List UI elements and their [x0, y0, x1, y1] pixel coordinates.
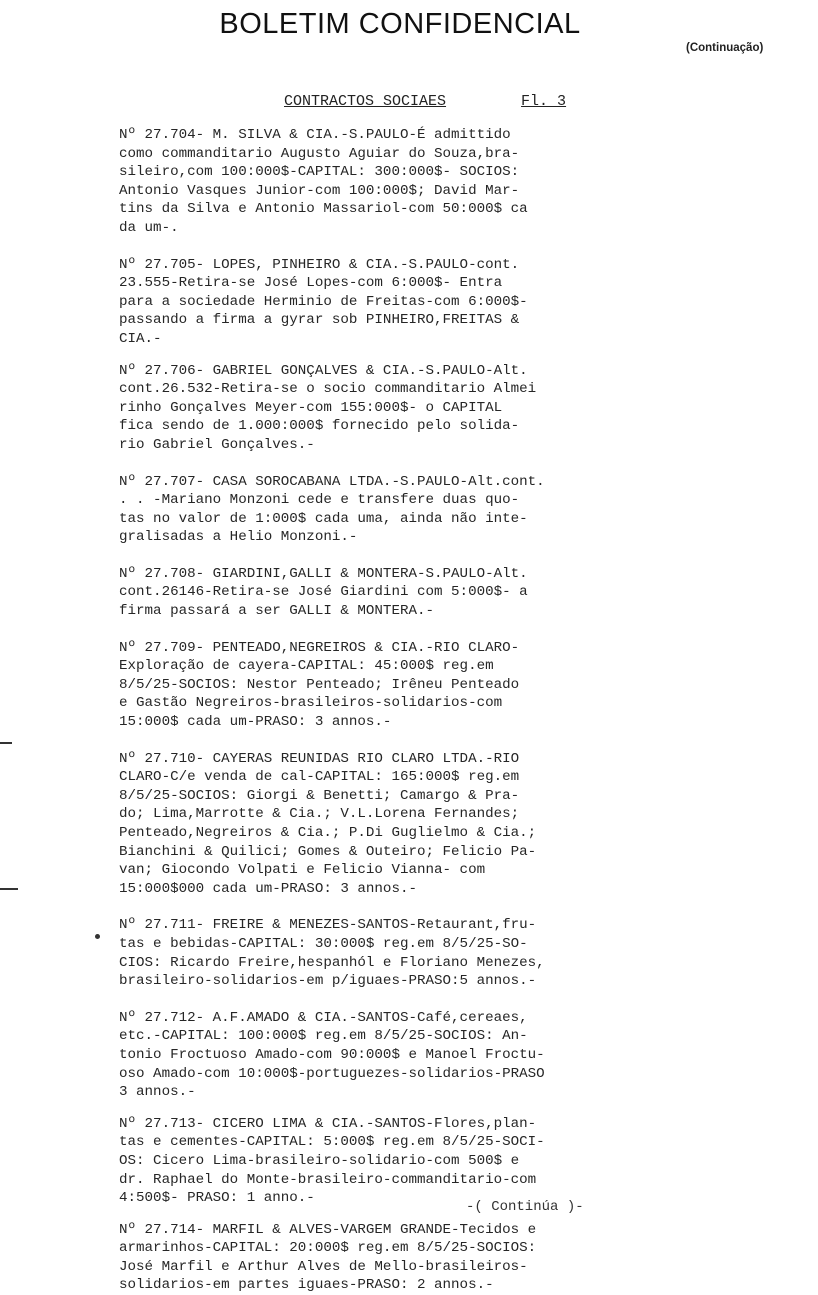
- entry-line: Nº 27.706- GABRIEL GONÇALVES & CIA.-S.PAULO-Alt.: [119, 362, 528, 379]
- entry-line: Nº 27.711- FREIRE & MENEZES-SANTOS-Retaurant,fru-: [119, 917, 537, 934]
- margin-dash-mark: [0, 742, 12, 744]
- entry-line: Penteado,Negreiros & Cia.; P.Di Guglielmo & Cia.;: [119, 825, 537, 841]
- entry-line: Exploração de cayera-CAPITAL: 45:000$ reg.em: [119, 658, 494, 675]
- contract-entry-27707: [119, 473, 639, 547]
- continuation-label: (Continuação): [686, 42, 764, 54]
- entry-line: da um-.: [119, 219, 179, 236]
- entry-line: rio Gabriel Gonçalves.-: [119, 436, 315, 453]
- section-name: CONTRACTOS SOCIAES: [284, 93, 447, 110]
- entry-line: Nº 27.710- CAYERAS REUNIDAS RIO CLARO LTDA.-RIO: [119, 750, 520, 767]
- entry-line: 15:000$000 cada um-PRASO: 3 annos.-: [119, 880, 417, 897]
- entry-line: Nº 27.713- CICERO LIMA & CIA.-SANTOS-Flores,plan-: [119, 1115, 537, 1132]
- contract-entry-27711: [119, 916, 639, 990]
- entry-line: passando a firma a gyrar sob PINHEIRO,FREITAS &: [119, 312, 520, 329]
- entry-line: Nº 27.707- CASA SOROCABANA LTDA.-S.PAULO-Alt.cont.: [119, 473, 545, 490]
- entry-line: tins da Silva e Antonio Massariol-com 50:000$ ca: [119, 201, 528, 218]
- entry-line: fica sendo de 1.000:000$ fornecido pelo solida-: [119, 418, 520, 435]
- entry-line: 4:500$- PRASO: 1 anno.-: [119, 1190, 315, 1207]
- entry-line: dr. Raphael do Monte-brasileiro-commanditario-com: [119, 1171, 537, 1188]
- entry-line: tas e cementes-CAPITAL: 5:000$ reg.em 8/5/25-SOCI-: [119, 1134, 545, 1151]
- entry-line: para a sociedade Herminio de Freitas-com 6:000$-: [119, 293, 528, 310]
- entry-line: solidarios-em partes iguaes-PRASO: 2 annos.-: [119, 1277, 494, 1294]
- contracts-list: [119, 126, 639, 1295]
- entry-line: cont.26146-Retira-se José Giardini com 5:000$- a: [119, 584, 528, 601]
- entry-line: e Gastão Negreiros-brasileiros-solidarios-com: [119, 695, 503, 712]
- entry-line: Nº 27.712- A.F.AMADO & CIA.-SANTOS-Café,cereaes,: [119, 1009, 528, 1026]
- entry-line: Nº 27.714- MARFIL & ALVES-VARGEM GRANDE-Tecidos e: [119, 1221, 537, 1238]
- contract-entry-27706: [119, 362, 639, 455]
- contract-entry-27705: [119, 256, 639, 349]
- continues-label: -( Continúa )-: [466, 1199, 584, 1215]
- contract-entry-27708: [119, 565, 639, 621]
- entry-line: Nº 27.704- M. SILVA & CIA.-S.PAULO-É admittido: [119, 127, 511, 143]
- contract-entry-27709: [119, 639, 639, 732]
- entry-line: 8/5/25-SOCIOS: Giorgi & Benetti; Camargo & Pra-: [119, 787, 520, 804]
- entry-line: armarinhos-CAPITAL: 20:000$ reg.em 8/5/25-SOCIOS:: [119, 1240, 537, 1257]
- entry-line: . . -Mariano Monzoni cede e transfere duas quo-: [119, 492, 520, 509]
- entry-line: rinho Gonçalves Meyer-com 155:000$- o CAPITAL: [119, 399, 503, 416]
- contract-entry-27704: [119, 126, 639, 238]
- margin-dash-mark: [0, 888, 18, 890]
- entry-line: CIA.-: [119, 330, 162, 347]
- entry-line: Nº 27.709- PENTEADO,NEGREIROS & CIA.-RIO CLARO-: [119, 639, 520, 656]
- entry-line: firma passará a ser GALLI & MONTERA.-: [119, 603, 435, 620]
- entry-line: gralisadas a Helio Monzoni.-: [119, 529, 358, 546]
- entry-line: brasileiro-solidarios-em p/iguaes-PRASO:5 annos.-: [119, 973, 537, 990]
- entry-line: cont.26.532-Retira-se o socio commanditario Almei: [119, 381, 537, 398]
- entry-line: 8/5/25-SOCIOS: Nestor Penteado; Irêneu Penteado: [119, 676, 520, 693]
- contract-entry-27710: [119, 750, 639, 899]
- entry-line: Antonio Vasques Junior-com 100:000$; David Mar-: [119, 182, 520, 199]
- entry-line: como commanditario Augusto Aguiar do Souza,bra-: [119, 145, 520, 162]
- entry-line: tonio Froctuoso Amado-com 90:000$ e Manoel Froctu-: [119, 1046, 545, 1063]
- entry-line: oso Amado-com 10:000$-portuguezes-solidarios-PRASO: [119, 1065, 545, 1082]
- document-title: BOLETIM CONFIDENCIAL: [219, 8, 581, 40]
- entry-line: 23.555-Retira-se José Lopes-com 6:000$- Entra: [119, 275, 503, 292]
- contract-entry-27713: [119, 1115, 639, 1208]
- contract-entry-27714: [119, 1221, 639, 1295]
- entry-line: 15:000$ cada um-PRASO: 3 annos.-: [119, 714, 392, 731]
- entry-line: CIOS: Ricardo Freire,hespanhól e Floriano Menezes,: [119, 954, 545, 971]
- entry-line: sileiro,com 100:000$-CAPITAL: 300:000$- SOCIOS:: [119, 164, 520, 181]
- entry-line: etc.-CAPITAL: 100:000$ reg.em 8/5/25-SOCIOS: An-: [119, 1028, 528, 1045]
- entry-line: Bianchini & Quilici; Gomes & Outeiro; Felicio Pa-: [119, 843, 537, 860]
- entry-line: Nº 27.705- LOPES, PINHEIRO & CIA.-S.PAULO-cont.: [119, 256, 520, 273]
- entry-line: José Marfil e Arthur Alves de Mello-brasileiros-: [119, 1258, 528, 1275]
- entry-line: CLARO-C/e venda de cal-CAPITAL: 165:000$ reg.em: [119, 769, 520, 786]
- margin-dot-mark: [95, 934, 100, 939]
- entry-line: van; Giocondo Volpati e Felicio Vianna- com: [119, 862, 486, 879]
- entry-line: 3 annos.-: [119, 1084, 196, 1101]
- section-heading: [284, 93, 566, 110]
- entry-line: do; Lima,Marrotte & Cia.; V.L.Lorena Fernandes;: [119, 806, 520, 823]
- entry-line: tas e bebidas-CAPITAL: 30:000$ reg.em 8/5/25-SO-: [119, 935, 528, 952]
- page-number: Fl. 3: [521, 93, 567, 110]
- entry-line: OS: Cicero Lima-brasileiro-solidario-com 500$ e: [119, 1152, 520, 1169]
- contract-entry-27712: [119, 1009, 639, 1102]
- entry-line: tas no valor de 1:000$ cada uma, ainda não inte-: [119, 510, 528, 527]
- entry-line: Nº 27.708- GIARDINI,GALLI & MONTERA-S.PAULO-Alt.: [119, 565, 528, 582]
